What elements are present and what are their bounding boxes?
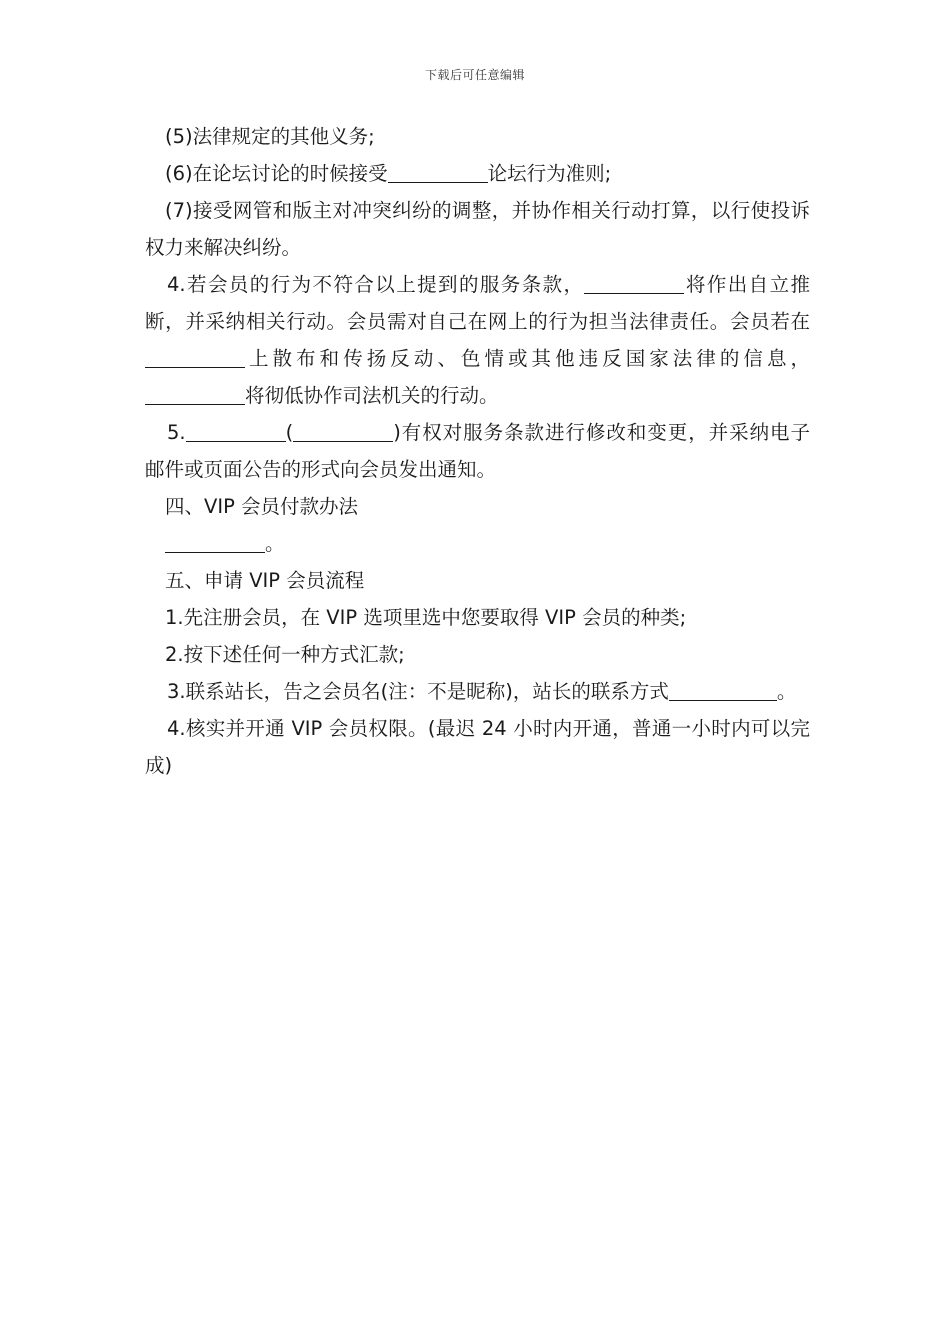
section-heading: 五、申请 VIP 会员流程 — [165, 569, 365, 592]
fill-blank — [186, 422, 286, 443]
section-4-body — [145, 525, 810, 562]
paragraph-text: 4.核实并开通 VIP 会员权限。(最迟 24 小时内开通，普通一小时内可以完成) — [145, 717, 810, 777]
section-5-step-1 — [145, 599, 810, 636]
paragraph-text: 上散布和传扬反动、色情或其他违反国家法律的信息， — [245, 347, 810, 370]
paragraph-text: 4.若会员的行为不符合以上提到的服务条款， — [167, 273, 585, 296]
paragraph-text: 3.联系站长，告之会员名(注：不是昵称)，站长的联系方式 — [167, 680, 669, 703]
document-body — [145, 118, 810, 784]
fill-blank — [145, 385, 245, 406]
section-heading: 四、VIP 会员付款办法 — [165, 495, 359, 518]
paragraph-text: 。 — [265, 532, 285, 555]
fill-blank — [584, 274, 684, 295]
section-5-step-2 — [145, 636, 810, 673]
paragraph-text: 1.先注册会员，在 VIP 选项里选中您要取得 VIP 会员的种类; — [165, 606, 687, 629]
paragraph-text: 5. — [167, 421, 186, 444]
paragraph-text: (7)接受网管和版主对冲突纠纷的调整，并协作相关行动打算，以行使投诉权力来解决纠纷。 — [145, 199, 810, 259]
fill-blank — [388, 163, 488, 184]
paragraph-clause-4 — [145, 266, 810, 414]
paragraph-obligation-7 — [145, 192, 810, 266]
fill-blank — [669, 681, 777, 702]
paragraph-text: (6)在论坛讨论的时候接受 — [165, 162, 388, 185]
paragraph-text: (5)法律规定的其他义务; — [165, 125, 375, 148]
section-5-title — [145, 562, 810, 599]
section-5-step-4 — [145, 710, 810, 784]
paragraph-text: )有权对服务条款进行修改和变更，并采纳电子邮件或页面公告的形式向会员发出通知。 — [145, 421, 810, 481]
paragraph-clause-5 — [145, 414, 810, 488]
page-header: 下载后可任意编辑 — [424, 68, 525, 82]
paragraph-text: 2.按下述任何一种方式汇款; — [165, 643, 405, 666]
fill-blank — [165, 533, 265, 554]
fill-blank — [293, 422, 393, 443]
section-4-title — [145, 488, 810, 525]
fill-blank — [145, 348, 245, 369]
paragraph-text: 。 — [776, 680, 797, 703]
paragraph-text: 将彻低协作司法机关的行动。 — [245, 384, 499, 407]
paragraph-obligation-5 — [145, 118, 810, 155]
paragraph-text: 将作出自立推断，并采纳相关行动。会员需对自己在网上的行为担当法律责任。会员若在 — [145, 273, 810, 333]
paragraph-obligation-6 — [145, 155, 810, 192]
paragraph-text: ( — [285, 421, 294, 444]
section-5-step-3 — [145, 673, 810, 710]
paragraph-text: 论坛行为准则; — [487, 162, 612, 185]
